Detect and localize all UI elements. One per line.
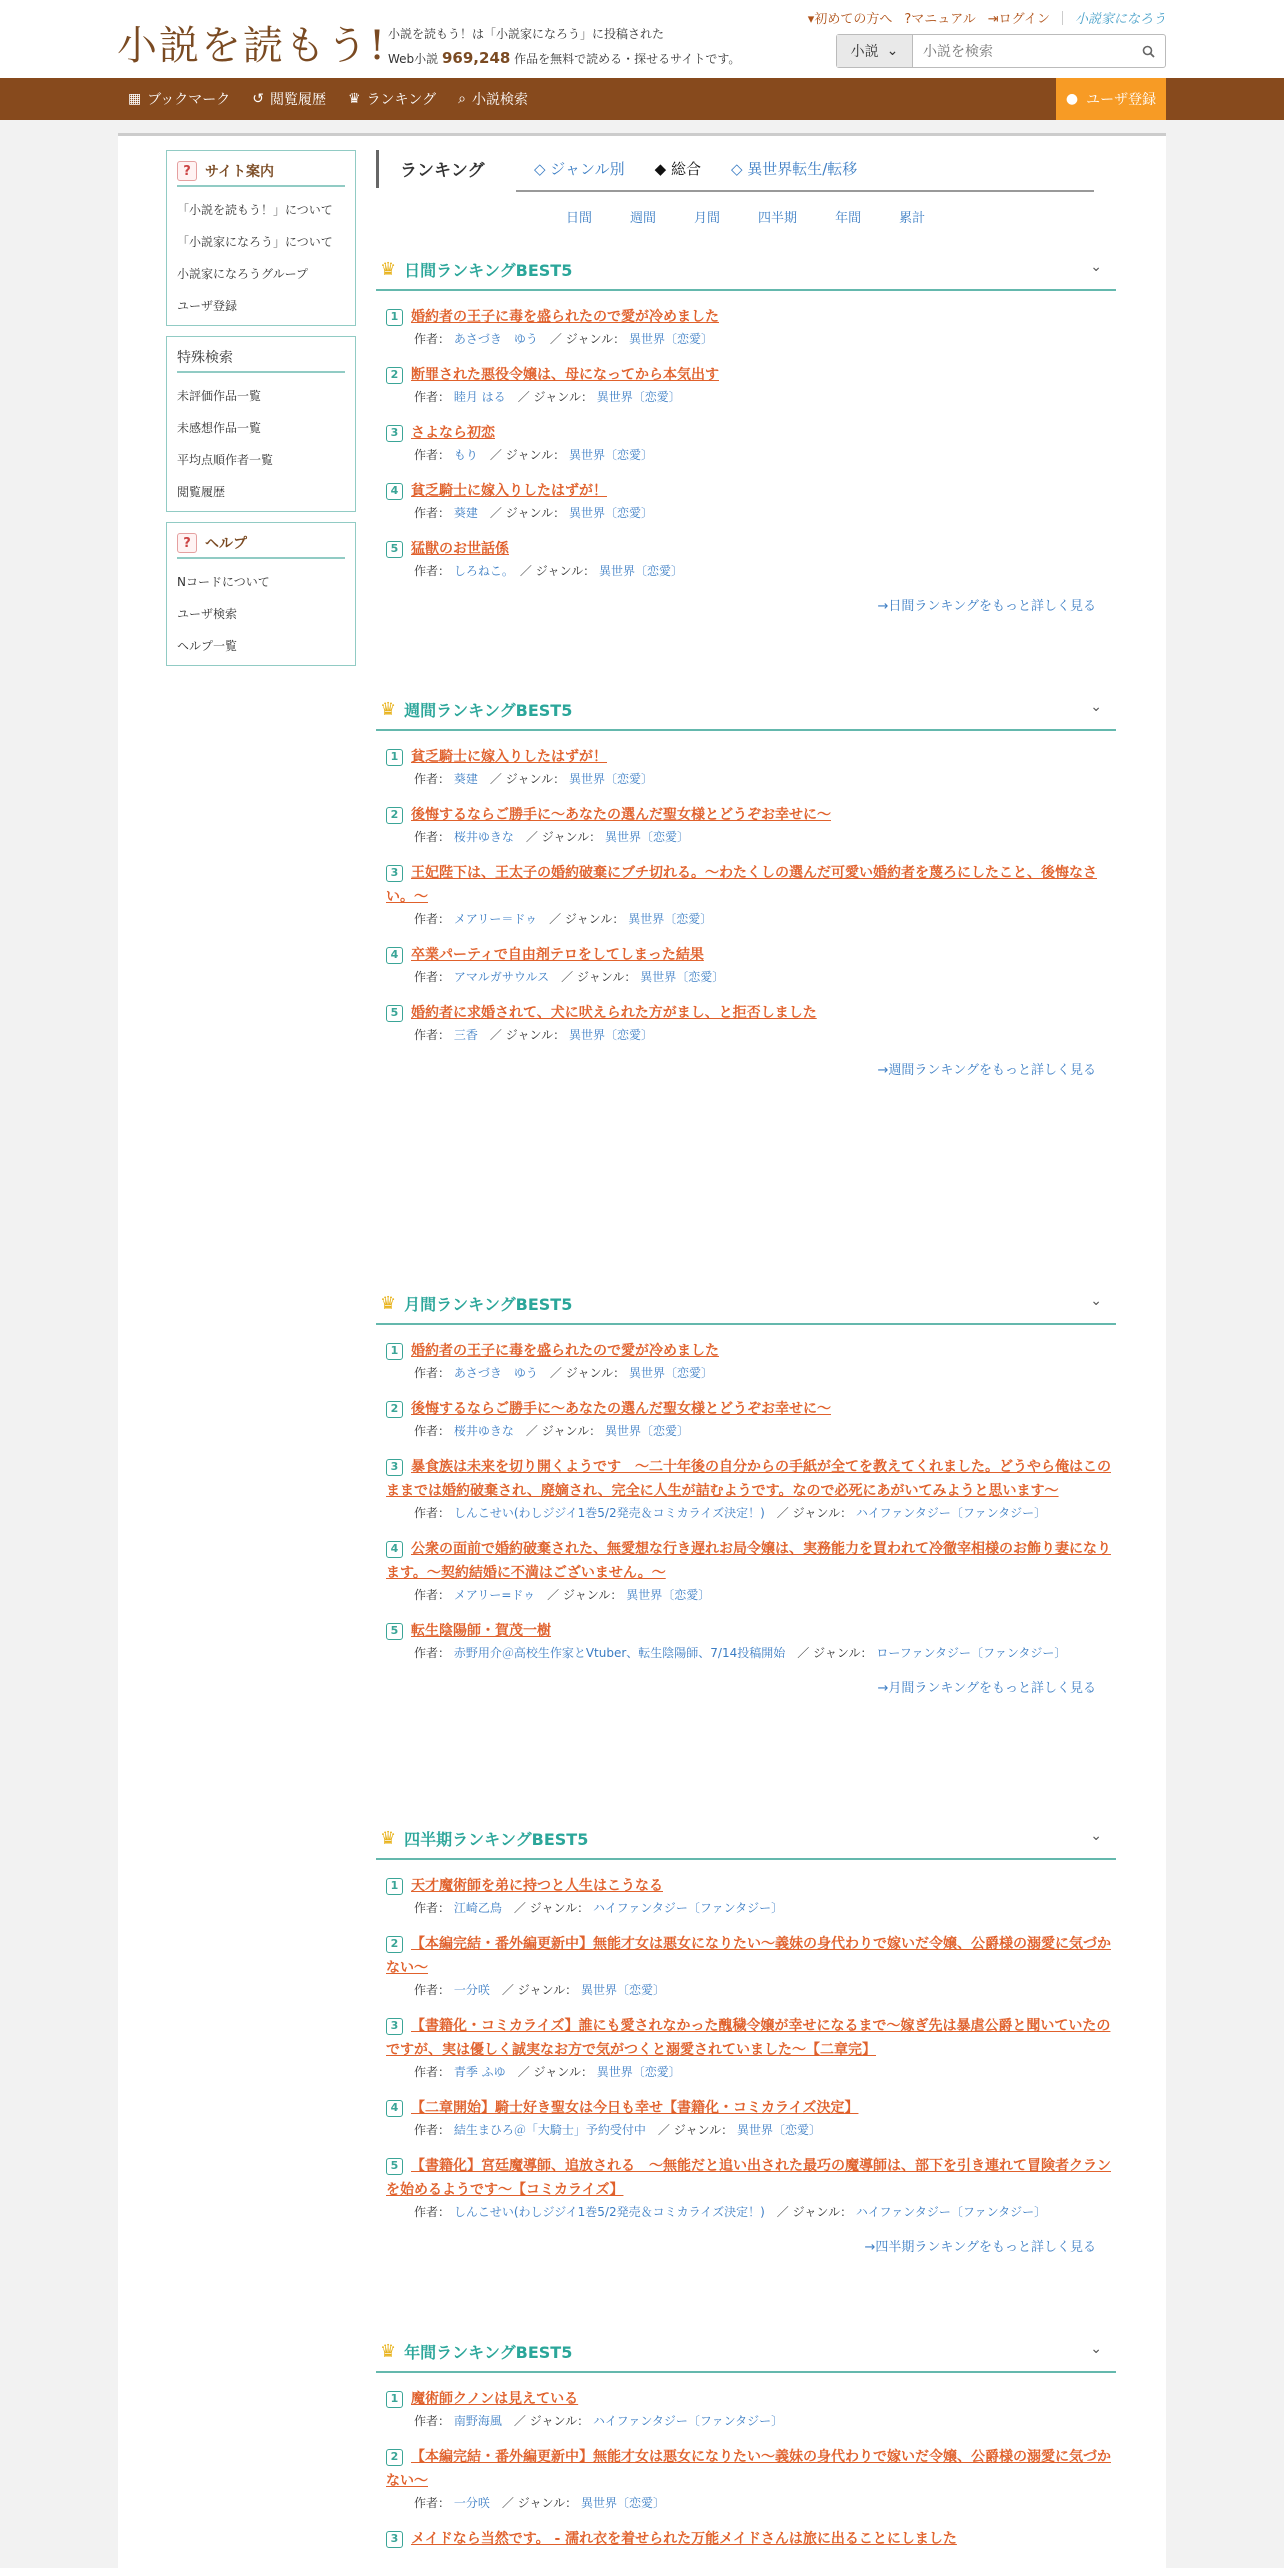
login-link[interactable]: ⇥ログイン <box>987 12 1050 27</box>
genre-link[interactable]: 異世界〔恋愛〕 <box>596 390 681 404</box>
period-monthly[interactable]: 月間 <box>694 210 721 226</box>
ranking-entry <box>386 1619 1116 1663</box>
ranking-entry <box>386 305 1116 349</box>
genre-link[interactable]: ローファンタジー〔ファンタジー〕 <box>876 1646 1067 1660</box>
rank-number: 5 <box>386 1005 403 1022</box>
ranking-section <box>376 249 1116 614</box>
author-link[interactable]: 江崎乙鳥 <box>453 1901 502 1915</box>
author-link[interactable]: 一分咲 <box>453 2496 490 2510</box>
rank-number: 4 <box>386 483 403 500</box>
novel-title-link[interactable]: 【本編完結・番外編更新中】無能才女は悪女になりたい～義妹の身代わりで嫁いだ令嬢、公爵様の溺愛に気づかない～ <box>386 1936 1111 1976</box>
sidebar-link-avg-authors[interactable]: 平均点順作者一覧 <box>177 452 274 467</box>
genre-link[interactable]: 異世界〔恋愛〕 <box>568 506 653 520</box>
ranking-entry <box>386 2014 1116 2082</box>
period-cumulative[interactable]: 累計 <box>899 210 926 226</box>
rank-number: 2 <box>386 1401 403 1418</box>
genre-link[interactable]: 異世界〔恋愛〕 <box>596 2065 681 2079</box>
author-link[interactable]: 青季 ふゆ <box>453 2065 506 2079</box>
rank-number: 5 <box>386 1623 403 1640</box>
author-link[interactable]: メアリー＝ドゥ <box>453 912 538 926</box>
more-ranking-link[interactable]: →日間ランキングをもっと詳しく見る <box>877 599 1096 614</box>
rank-number: 1 <box>386 2391 403 2408</box>
author-link[interactable]: 結生まひろ＠「大騎士」予約受付中 <box>453 2123 646 2137</box>
author-link[interactable]: 葵建 <box>453 772 478 786</box>
rank-number: 4 <box>386 947 403 964</box>
crown-icon: ♛ <box>348 91 361 107</box>
author-link[interactable]: あさづき ゆう <box>453 332 538 346</box>
novel-title-link[interactable]: 猛獣のお世話係 <box>411 541 509 557</box>
author-link[interactable]: 睦月 はる <box>453 390 506 404</box>
entry-meta: 作者： メアリー=ドゥ ／ ジャンル： 異世界〔恋愛〕 <box>414 1588 711 1602</box>
sidebar-link-ncode[interactable]: Nコードについて <box>177 574 270 589</box>
rank-number: 1 <box>386 749 403 766</box>
entry-meta: 作者： 睦月 はる ／ ジャンル： 異世界〔恋愛〕 <box>414 390 681 404</box>
novel-title-link[interactable]: 王妃陛下は、王太子の婚約破棄にブチ切れる。～わたくしの選んだ可愛い婚約者を蔑ろにしたこと、後悔なさい。～ <box>386 865 1097 905</box>
genre-link[interactable]: 異世界〔恋愛〕 <box>598 564 683 578</box>
user-icon: ● <box>1065 91 1079 107</box>
section-title: 年間ランキングBEST5 <box>404 2342 573 2362</box>
sidebar-link-about-narou[interactable]: 「小説家になろう」について <box>177 234 333 249</box>
sidebar-help-box <box>166 522 356 666</box>
sidebar-help-title: ? ヘルプ <box>177 529 345 559</box>
more-ranking-link[interactable]: →月間ランキングをもっと詳しく見る <box>877 1681 1096 1696</box>
ranking-entry <box>386 943 1116 987</box>
ranking-section <box>376 689 1116 1078</box>
sidebar-link-about-yomou[interactable]: 「小説を読もう！」について <box>177 202 333 217</box>
search-icon: ⌕ <box>458 91 466 107</box>
entry-meta: 作者： メアリー＝ドゥ ／ ジャンル： 異世界〔恋愛〕 <box>414 912 713 926</box>
ranking-section <box>376 1283 1116 1696</box>
search-type-select[interactable]: 小説 ⌄ <box>837 35 913 67</box>
chevron-down-icon[interactable]: ⌄ <box>1090 2341 1102 2357</box>
rank-number: 1 <box>386 1343 403 1360</box>
author-link[interactable]: もり <box>453 448 478 462</box>
ranking-entry <box>386 421 1116 465</box>
entry-meta: 作者： アマルガサウルス ／ ジャンル： 異世界〔恋愛〕 <box>414 970 725 984</box>
novel-title-link[interactable]: 後悔するならご勝手に～あなたの選んだ聖女様とどうぞお幸せに～ <box>411 1401 831 1417</box>
narou-brand-link[interactable]: 小説家になろう <box>1074 12 1166 27</box>
top-links <box>808 8 1166 27</box>
novel-title-link[interactable]: 後悔するならご勝手に～あなたの選んだ聖女様とどうぞお幸せに～ <box>411 807 831 823</box>
author-link[interactable]: メアリー=ドゥ <box>453 1588 536 1602</box>
list-icon: ▦ <box>128 91 142 107</box>
crown-icon: ♛ <box>380 1292 397 1314</box>
sidebar-link-unrated[interactable]: 未評価作品一覧 <box>177 388 262 403</box>
author-link[interactable]: 南野海風 <box>453 2414 502 2428</box>
entry-meta: 作者： 南野海風 ／ ジャンル： ハイファンタジー〔ファンタジー〕 <box>414 2414 784 2428</box>
chevron-down-icon[interactable]: ⌄ <box>1090 1828 1102 1844</box>
rank-number: 4 <box>386 2100 403 2117</box>
novel-title-link[interactable]: 婚約者の王子に毒を盛られたので愛が冷めました <box>411 1343 719 1359</box>
history-icon: ↺ <box>252 91 264 107</box>
tab-genre[interactable]: ◇ ジャンル別 <box>534 160 625 178</box>
sidebar-link-register[interactable]: ユーザ登録 <box>177 298 238 313</box>
author-link[interactable]: しんこせい(わしジジイ1巻5/2発売＆コミカライズ決定！) <box>453 2205 765 2219</box>
genre-link[interactable]: 異世界〔恋愛〕 <box>628 912 713 926</box>
main-nav <box>0 78 1284 120</box>
sidebar-link-help-list[interactable]: ヘルプ一覧 <box>177 638 238 653</box>
section-title: 四半期ランキングBEST5 <box>404 1829 589 1849</box>
novel-title-link[interactable]: 【本編完結・番外編更新中】無能才女は悪女になりたい～義妹の身代わりで嫁いだ令嬢、公爵様の溺愛に気づかない～ <box>386 2449 1111 2489</box>
more-ranking-link[interactable]: →週間ランキングをもっと詳しく見る <box>877 1063 1096 1078</box>
entry-meta: 作者： しんこせい(わしジジイ1巻5/2発売＆コミカライズ決定！) ／ ジャンル： ハイファンタジー〔ファンタジー〕 <box>414 2205 1047 2219</box>
entry-meta: 作者： 青季 ふゆ ／ ジャンル： 異世界〔恋愛〕 <box>414 2065 681 2079</box>
entry-meta: 作者： 桜井ゆきな ／ ジャンル： 異世界〔恋愛〕 <box>414 1424 689 1438</box>
entry-meta: 作者： あさづき ゆう ／ ジャンル： 異世界〔恋愛〕 <box>414 1366 713 1380</box>
novel-title-link[interactable]: 卒業パーティで自由剤テロをしてしまった結果 <box>411 947 704 963</box>
chevron-down-icon[interactable]: ⌄ <box>1090 1293 1102 1309</box>
novel-title-link[interactable]: 天才魔術師を弟に持つと人生はこうなる <box>411 1878 663 1894</box>
period-links <box>376 196 1116 236</box>
site-tagline <box>388 22 740 71</box>
period-quarterly[interactable]: 四半期 <box>758 210 798 226</box>
tagline-line-2: Web小説 969,248 作品を無料で読める・探せるサイトです。 <box>388 49 741 67</box>
bookmark-small-icon: ▾ <box>807 12 815 27</box>
sidebar-link-no-review[interactable]: 未感想作品一覧 <box>177 420 262 435</box>
rank-number: 3 <box>386 2018 403 2035</box>
chevron-down-icon: ⌄ <box>886 43 899 59</box>
beginners-link[interactable]: ▾初めての方へ <box>807 12 893 27</box>
ranking-entry <box>386 2445 1116 2513</box>
author-link[interactable]: 桜井ゆきな <box>453 1424 514 1438</box>
ranking-entry <box>386 1537 1116 1605</box>
entry-meta: 作者： しろねこ。 ／ ジャンル： 異世界〔恋愛〕 <box>414 564 683 578</box>
novel-title-link[interactable]: 【二章開始】騎士好き聖女は今日も幸せ【書籍化・コミカライズ決定】 <box>411 2100 859 2116</box>
section-title: 月間ランキングBEST5 <box>404 1294 573 1314</box>
genre-link[interactable]: 異世界〔恋愛〕 <box>568 448 653 462</box>
tagline-line-1: 小説を読もう！は「小説家になろう」に投稿された <box>388 27 665 41</box>
sidebar-guide-title: ? サイト案内 <box>177 157 345 187</box>
genre-link[interactable]: ハイファンタジー〔ファンタジー〕 <box>592 2414 784 2428</box>
ranking-section <box>376 2331 1116 2565</box>
novel-title-link[interactable]: 貧乏騎士に嫁入りしたはずが！ <box>411 749 607 765</box>
crown-icon: ♛ <box>380 1827 397 1849</box>
genre-link[interactable]: 異世界〔恋愛〕 <box>580 1983 665 1997</box>
novel-title-link[interactable]: 断罪された悪役令嬢は、母になってから本気出す <box>411 367 719 383</box>
period-daily[interactable]: 日間 <box>566 210 593 226</box>
novel-title-link[interactable]: 暴食族は未来を切り開くようです ～二十年後の自分からの手紙が全てを教えてくれました。どうやら俺はこのままでは婚約破棄され、廃嫡され、完全に人生が詰むようです。なので必死にあがいてみようと思います～ <box>386 1459 1111 1499</box>
rank-number: 3 <box>386 2531 403 2548</box>
novel-title-link[interactable]: 転生陰陽師・賀茂一樹 <box>411 1623 551 1639</box>
rank-number: 3 <box>386 865 403 882</box>
rank-number: 2 <box>386 2449 403 2466</box>
period-weekly[interactable]: 週間 <box>630 210 657 226</box>
rank-number: 5 <box>386 541 403 558</box>
novel-title-link[interactable]: 【書籍化】宮廷魔導師、追放される ～無能だと追い出された最巧の魔導師は、部下を引き連れて冒険者クランを始めるようです～【コミカライズ】 <box>386 2158 1111 2198</box>
ranking-entry <box>386 803 1116 847</box>
section-header[interactable] <box>376 1283 1116 1325</box>
genre-link[interactable]: 異世界〔恋愛〕 <box>604 830 689 844</box>
nav-ranking[interactable]: ♛ ランキング <box>348 91 437 108</box>
novel-title-link[interactable]: 婚約者の王子に毒を盛られたので愛が冷めました <box>411 309 719 325</box>
ranking-entry <box>386 861 1116 929</box>
author-link[interactable]: しんこせい(わしジジイ1巻5/2発売＆コミカライズ決定！) <box>453 1506 765 1520</box>
novel-title-link[interactable]: 婚約者に求婚されて、犬に吠えられた方がまし、と拒否しました <box>411 1005 817 1021</box>
site-logo[interactable]: 小説を読もう! <box>117 23 388 69</box>
ranking-entry <box>386 479 1116 523</box>
author-link[interactable]: あさづき ゆう <box>453 1366 538 1380</box>
entry-meta: 作者： 一分咲 ／ ジャンル： 異世界〔恋愛〕 <box>414 1983 665 1997</box>
entry-meta: 作者： しんこせい(わしジジイ1巻5/2発売＆コミカライズ決定！) ／ ジャンル： ハイファンタジー〔ファンタジー〕 <box>414 1506 1047 1520</box>
section-header[interactable] <box>376 2331 1116 2373</box>
entry-meta: 作者： 一分咲 ／ ジャンル： 異世界〔恋愛〕 <box>414 2496 665 2510</box>
ranking-entry <box>386 2527 1116 2551</box>
search-button[interactable] <box>1131 35 1165 67</box>
main-container <box>118 133 1166 2568</box>
rank-number: 3 <box>386 425 403 442</box>
genre-link[interactable]: 異世界〔恋愛〕 <box>628 332 713 346</box>
genre-link[interactable]: 異世界〔恋愛〕 <box>604 1424 689 1438</box>
login-icon: ⇥ <box>987 12 999 27</box>
sidebar-special-title: 特殊検索 <box>177 343 345 373</box>
novel-title-link[interactable]: 公衆の面前で婚約破棄された、無愛想な行き遅れお局令嬢は、実務能力を買われて冷徹宰相様のお飾り妻になります。～契約結婚に不満はございません。～ <box>386 1541 1111 1581</box>
tab-overall[interactable]: ◆ 総合 <box>654 160 701 178</box>
rank-number: 2 <box>386 1936 403 1953</box>
entry-meta: 作者： 桜井ゆきな ／ ジャンル： 異世界〔恋愛〕 <box>414 830 689 844</box>
section-title: 日間ランキングBEST5 <box>404 260 573 280</box>
nav-search[interactable]: ⌕ 小説検索 <box>458 91 528 108</box>
ranking-tabs <box>534 158 857 179</box>
section-title: 週間ランキングBEST5 <box>404 700 573 720</box>
entry-meta: 作者： 江崎乙鳥 ／ ジャンル： ハイファンタジー〔ファンタジー〕 <box>414 1901 784 1915</box>
nav-bookmark[interactable]: ▦ ブックマーク <box>128 91 231 108</box>
ranking-entry <box>386 1932 1116 2000</box>
crown-icon: ♛ <box>380 698 397 720</box>
rank-number: 2 <box>386 807 403 824</box>
chevron-down-icon[interactable]: ⌄ <box>1090 259 1102 275</box>
genre-link[interactable]: 異世界〔恋愛〕 <box>568 772 653 786</box>
genre-link[interactable]: 異世界〔恋愛〕 <box>580 2496 665 2510</box>
novel-title-link[interactable]: 【書籍化・コミカライズ】誰にも愛されなかった醜穢令嬢が幸せになるまで〜嫁ぎ先は暴虐公爵と聞いていたのですが、実は優しく誠実なお方で気がつくと溺愛されていました〜【二章完】 <box>386 2018 1111 2058</box>
genre-link[interactable]: ハイファンタジー〔ファンタジー〕 <box>592 1901 784 1915</box>
novel-title-link[interactable]: 魔術師クノンは見えている <box>411 2391 579 2407</box>
ranking-entry <box>386 1874 1116 1918</box>
entry-meta: 作者： 結生まひろ＠「大騎士」予約受付中 ／ ジャンル： 異世界〔恋愛〕 <box>414 2123 821 2137</box>
manual-link[interactable]: ?マニュアル <box>904 12 976 27</box>
novel-title-link[interactable]: 貧乏騎士に嫁入りしたはずが！ <box>411 483 607 499</box>
entry-meta: 作者： 赤野用介＠高校生作家とVtuber、転生陰陽師、7/14投稿開始 ／ ジャンル： ローファンタジー〔ファンタジー〕 <box>414 1646 1067 1660</box>
genre-link[interactable]: ハイファンタジー〔ファンタジー〕 <box>855 2205 1047 2219</box>
sidebar <box>166 150 356 676</box>
author-link[interactable]: 赤野用介＠高校生作家とVtuber、転生陰陽師、7/14投稿開始 <box>453 1646 786 1660</box>
rank-number: 1 <box>386 309 403 326</box>
question-icon: ? <box>177 161 197 181</box>
entry-meta: 作者： 葵建 ／ ジャンル： 異世界〔恋愛〕 <box>414 772 653 786</box>
rank-number: 3 <box>386 1459 403 1476</box>
ranking-entry <box>386 745 1116 789</box>
rank-number: 1 <box>386 1878 403 1895</box>
entry-meta: 作者： 三香 ／ ジャンル： 異世界〔恋愛〕 <box>414 1028 653 1042</box>
crown-icon: ♛ <box>380 258 397 280</box>
help-circle-icon: ? <box>904 12 912 27</box>
section-header[interactable] <box>376 249 1116 291</box>
novel-title-link[interactable]: さよなら初恋 <box>411 425 495 441</box>
period-yearly[interactable]: 年間 <box>835 210 862 226</box>
rank-number: 2 <box>386 367 403 384</box>
sidebar-link-user-search[interactable]: ユーザ検索 <box>177 606 238 621</box>
genre-link[interactable]: 異世界〔恋愛〕 <box>626 1588 711 1602</box>
divider <box>1062 11 1063 25</box>
section-header[interactable] <box>376 1818 1116 1860</box>
ranking-entry <box>386 1397 1116 1441</box>
ranking-entry <box>386 363 1116 407</box>
ranking-entry <box>386 1001 1116 1045</box>
author-link[interactable]: 一分咲 <box>453 1983 490 1997</box>
genre-link[interactable]: 異世界〔恋愛〕 <box>736 2123 821 2137</box>
author-link[interactable]: 桜井ゆきな <box>453 830 514 844</box>
question-icon: ? <box>177 533 197 553</box>
ranking-section <box>376 1818 1116 2255</box>
sidebar-link-history[interactable]: 閲覧履歴 <box>177 484 226 499</box>
crown-icon: ♛ <box>380 2340 397 2362</box>
chevron-down-icon[interactable]: ⌄ <box>1090 699 1102 715</box>
sidebar-link-group[interactable]: 小説家になろうグループ <box>177 266 309 281</box>
genre-link[interactable]: 異世界〔恋愛〕 <box>640 970 725 984</box>
sidebar-guide-box <box>166 150 356 326</box>
author-link[interactable]: アマルガサウルス <box>453 970 550 984</box>
nav-history[interactable]: ↺ 閲覧履歴 <box>252 91 326 108</box>
rank-number: 4 <box>386 1541 403 1558</box>
entry-meta: 作者： もり ／ ジャンル： 異世界〔恋愛〕 <box>414 448 653 462</box>
tab-isekai[interactable]: ◇ 異世界転生/転移 <box>730 160 858 178</box>
ranking-entry <box>386 1339 1116 1383</box>
novel-count: 969,248 <box>442 49 511 67</box>
search-box <box>836 34 1166 68</box>
ranking-entry <box>386 1455 1116 1523</box>
genre-link[interactable]: 異世界〔恋愛〕 <box>628 1366 713 1380</box>
novel-title-link[interactable]: メイドなら当然です。 - 濡れ衣を着せられた万能メイドさんは旅に出ることにしました <box>411 2531 957 2547</box>
search-input[interactable] <box>913 35 1131 67</box>
section-header[interactable] <box>376 689 1116 731</box>
register-button[interactable]: ● ユーザ登録 <box>1056 78 1166 120</box>
author-link[interactable]: 三香 <box>453 1028 478 1042</box>
entry-meta: 作者： 葵建 ／ ジャンル： 異世界〔恋愛〕 <box>414 506 653 520</box>
entry-meta: 作者： あさづき ゆう ／ ジャンル： 異世界〔恋愛〕 <box>414 332 713 346</box>
author-link[interactable]: しろねこ。 <box>453 564 508 578</box>
search-icon <box>1142 45 1155 58</box>
more-ranking-link[interactable]: →四半期ランキングをもっと詳しく見る <box>864 2240 1096 2255</box>
genre-link[interactable]: 異世界〔恋愛〕 <box>568 1028 653 1042</box>
ranking-entry <box>386 2096 1116 2140</box>
genre-link[interactable]: ハイファンタジー〔ファンタジー〕 <box>855 1506 1047 1520</box>
site-header <box>0 0 1284 78</box>
ranking-header <box>376 146 1116 196</box>
ranking-entry <box>386 2154 1116 2222</box>
ranking-entry <box>386 2387 1116 2431</box>
sidebar-special-box <box>166 336 356 512</box>
ranking-entry <box>386 537 1116 581</box>
rank-number: 5 <box>386 2158 403 2175</box>
ranking-content <box>376 146 1116 2547</box>
page-title: ランキング <box>400 161 485 181</box>
author-link[interactable]: 葵建 <box>453 506 478 520</box>
